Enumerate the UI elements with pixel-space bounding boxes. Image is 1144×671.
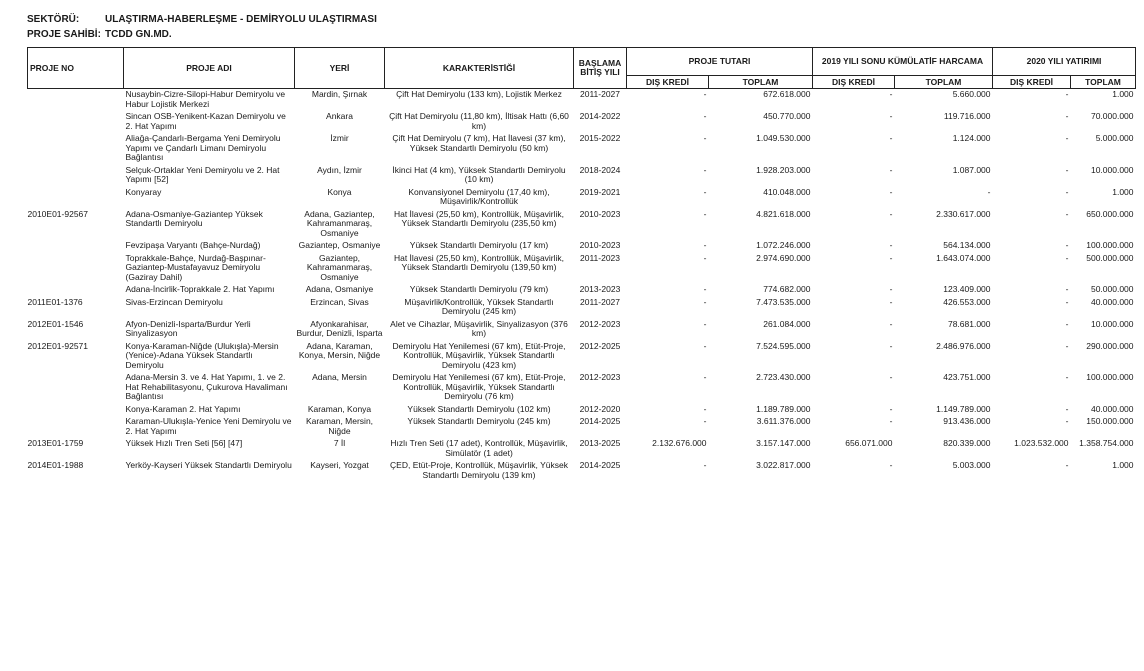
cell-project-name: Adana-Osmaniye-Gaziantep Yüksek Standartlı Demiryolu bbox=[125, 208, 263, 228]
sector-line bbox=[27, 14, 377, 25]
cell-inv-foreign: - bbox=[1065, 284, 1069, 294]
cell-location: Adana, Osmaniye bbox=[305, 284, 374, 294]
cell-pa-total: 7.473.535.000 bbox=[756, 296, 811, 307]
cell-years: 2012-2023 bbox=[579, 372, 621, 382]
cell-location: Kayseri, Yozgat bbox=[310, 460, 369, 470]
cell-pa-total: 3.611.376.000 bbox=[756, 416, 811, 426]
cell-years: 2014-2022 bbox=[579, 111, 621, 121]
cell-inv-total: 40.000.000 bbox=[1090, 296, 1134, 307]
table-row bbox=[28, 319, 1136, 341]
owner-value: TCDD GN.MD. bbox=[105, 29, 172, 40]
cell-years: 2015-2022 bbox=[579, 133, 621, 143]
cell-pa-foreign: - bbox=[703, 284, 707, 294]
cell-pa-foreign: - bbox=[703, 133, 707, 143]
cell-project-name: Konya-Karaman-Niğde (Ulukışla)-Mersin (Yenice)-Adana Yüksek Standartlı Demiryolu bbox=[125, 340, 279, 370]
col-cumulative: 2019 YILI SONU KÜMÜLATİF HARCAMA bbox=[813, 48, 993, 76]
cell-location: Adana, Mersin bbox=[312, 372, 367, 382]
cell-project-name: Sivas-Erzincan Demiryolu bbox=[125, 296, 223, 307]
cell-inv-foreign: - bbox=[1065, 208, 1069, 219]
cell-location: Aydın, İzmir bbox=[317, 164, 362, 175]
cell-location: Konya bbox=[327, 186, 352, 197]
cell-years: 2013-2023 bbox=[579, 284, 621, 294]
cell-project-name: Adana-Mersin 3. ve 4. Hat Yapımı, 1. ve 2. Hat Rehabilitasyonu, Çukurova Havalimanı Bağlantısı bbox=[125, 372, 288, 401]
cell-inv-foreign: - bbox=[1065, 111, 1069, 121]
cell-years: 2011-2027 bbox=[579, 296, 621, 307]
cell-cum-foreign: 656.071.000 bbox=[845, 438, 893, 448]
cell-inv-total: 50.000.000 bbox=[1090, 284, 1134, 294]
cell-inv-total: 150.000.000 bbox=[1086, 416, 1134, 426]
cell-pa-foreign: - bbox=[703, 296, 707, 307]
cell-cum-foreign: - bbox=[889, 240, 893, 250]
cell-cum-total: 820.339.000 bbox=[943, 438, 991, 448]
table-row bbox=[28, 253, 1136, 285]
cell-location: Afyonkarahisar, Burdur, Denizli, Isparta bbox=[296, 318, 383, 338]
table-row bbox=[28, 89, 1136, 112]
cell-pa-foreign: - bbox=[703, 240, 707, 250]
cell-project-no: 2011E01-1376 bbox=[27, 296, 83, 307]
cell-location: Ankara bbox=[326, 111, 353, 121]
cell-pa-total: 774.682.000 bbox=[763, 284, 811, 294]
cell-cum-foreign: - bbox=[889, 403, 893, 414]
cell-project-name: Adana-İncirlik-Toprakkale 2. Hat Yapımı bbox=[125, 284, 275, 294]
cell-cum-total: 426.553.000 bbox=[943, 296, 991, 307]
cell-location: Erzincan, Sivas bbox=[310, 296, 369, 307]
cell-years: 2012-2025 bbox=[579, 340, 621, 351]
cell-project-name: Aliağa-Çandarlı-Bergama Yeni Demiryolu Yapımı ve Çandarlı Limanı Demiryolu Bağlantısı bbox=[125, 133, 281, 162]
cell-location: Karaman, Mersin, Niğde bbox=[305, 416, 374, 436]
cell-project-no: 2014E01-1988 bbox=[27, 460, 84, 470]
table-row bbox=[28, 240, 1136, 253]
cell-location: Adana, Gaziantep, Kahramanmaraş, Osmaniye bbox=[304, 208, 375, 238]
cell-project-no: 2010E01-92567 bbox=[27, 208, 89, 219]
cell-pa-foreign: - bbox=[703, 403, 707, 414]
cell-characteristic: Demiryolu Hat Yenilemesi (67 km), Etüt-Proje, Kontrollük, Müşavirlik, Yüksek Standartlı Demiryolu (423 km) bbox=[392, 340, 566, 370]
cell-years: 2011-2023 bbox=[579, 252, 621, 263]
cell-cum-total: 1.149.789.000 bbox=[936, 403, 991, 414]
cell-inv-foreign: 1.023.532.000 bbox=[1014, 438, 1069, 448]
col-start-end: BAŞLAMA BİTİŞ YILI bbox=[574, 48, 627, 89]
cell-inv-total: 1.358.754.000 bbox=[1079, 438, 1134, 448]
cell-cum-total: 2.486.976.000 bbox=[936, 340, 991, 351]
cell-pa-foreign: - bbox=[703, 460, 707, 470]
cell-characteristic: İkinci Hat (4 km), Yüksek Standartlı Demiryolu (10 km) bbox=[392, 164, 566, 184]
cell-cum-foreign: - bbox=[889, 208, 893, 219]
cell-pa-foreign: - bbox=[703, 340, 707, 351]
cell-inv-total: 1.000 bbox=[1112, 186, 1134, 197]
cell-inv-total: 10.000.000 bbox=[1090, 318, 1134, 329]
table-row bbox=[28, 209, 1136, 241]
cell-project-name: Konyaray bbox=[125, 186, 162, 197]
project-table bbox=[27, 47, 1136, 482]
cell-cum-total: 564.134.000 bbox=[943, 240, 991, 250]
table-header bbox=[28, 48, 1136, 89]
cell-years: 2012-2023 bbox=[579, 318, 621, 329]
cell-project-no bbox=[28, 416, 124, 438]
cell-pa-total: 7.524.595.000 bbox=[756, 340, 811, 351]
col-location: YERİ bbox=[295, 48, 385, 89]
cell-inv-total: 650.000.000 bbox=[1086, 208, 1134, 219]
cell-characteristic: Hat İlavesi (25,50 km), Kontrollük, Müşavirlik, Yüksek Standartlı Demiryolu (139,50 km) bbox=[393, 252, 565, 272]
cell-project-name: Sincan OSB-Yenikent-Kazan Demiryolu ve 2. Hat Yapımı bbox=[125, 111, 286, 131]
col-project-name: PROJE ADI bbox=[124, 48, 295, 89]
cell-inv-total: 40.000.000 bbox=[1090, 403, 1134, 414]
sector-label: SEKTÖRÜ: bbox=[27, 14, 80, 25]
cell-project-name: Konya-Karaman 2. Hat Yapımı bbox=[125, 403, 241, 414]
cell-location: 7 İl bbox=[333, 438, 346, 448]
cell-inv-total: 500.000.000 bbox=[1086, 252, 1134, 263]
cell-location: Gaziantep, Kahramanmaraş, Osmaniye bbox=[306, 252, 373, 282]
col-characteristic: KARAKTERİSTİĞİ bbox=[385, 48, 574, 89]
cell-pa-foreign: 2.132.676.000 bbox=[652, 438, 707, 448]
cell-pa-foreign: - bbox=[703, 208, 707, 219]
cell-pa-total: 2.974.690.000 bbox=[756, 252, 811, 263]
cell-pa-total: 410.048.000 bbox=[763, 186, 811, 197]
cell-cum-foreign: - bbox=[889, 318, 893, 329]
cell-characteristic: Yüksek Standartlı Demiryolu (79 km) bbox=[409, 284, 549, 294]
table-row bbox=[28, 460, 1136, 482]
cell-inv-foreign: - bbox=[1065, 252, 1069, 263]
cell-cum-total: 423.751.000 bbox=[943, 372, 991, 382]
cell-inv-foreign: - bbox=[1065, 460, 1069, 470]
cell-pa-foreign: - bbox=[703, 416, 707, 426]
cell-project-no bbox=[28, 404, 124, 417]
cell-cum-total: 1.124.000 bbox=[952, 133, 991, 143]
cell-project-name: Selçuk-Ortaklar Yeni Demiryolu ve 2. Hat Yapımı [52] bbox=[125, 164, 280, 184]
cell-inv-foreign: - bbox=[1065, 89, 1069, 99]
col-investment: 2020 YILI YATIRIMI bbox=[993, 48, 1136, 76]
cell-years: 2018-2024 bbox=[579, 164, 621, 175]
cell-inv-foreign: - bbox=[1065, 318, 1069, 329]
cell-project-no bbox=[28, 253, 124, 285]
cell-pa-total: 4.821.618.000 bbox=[756, 208, 811, 219]
cell-pa-total: 1.072.246.000 bbox=[756, 240, 811, 250]
cell-cum-total: 5.660.000 bbox=[952, 89, 991, 99]
table-row bbox=[28, 416, 1136, 438]
cell-cum-foreign: - bbox=[889, 372, 893, 382]
cell-years: 2012-2020 bbox=[579, 403, 621, 414]
cell-inv-total: 100.000.000 bbox=[1086, 372, 1134, 382]
table-row bbox=[28, 165, 1136, 187]
cell-years: 2019-2021 bbox=[579, 186, 621, 197]
cell-pa-total: 2.723.430.000 bbox=[756, 372, 811, 382]
table-row bbox=[28, 284, 1136, 297]
cell-location: Karaman, Konya bbox=[307, 403, 372, 414]
cell-years: 2010-2023 bbox=[579, 208, 621, 219]
cell-cum-foreign: - bbox=[889, 89, 893, 99]
cell-inv-total: 1.000 bbox=[1112, 89, 1134, 99]
cell-cum-total: 119.716.000 bbox=[943, 111, 991, 121]
cell-characteristic: Çift Hat Demiryolu (133 km), Lojistik Merkez bbox=[396, 89, 562, 99]
cell-inv-total: 70.000.000 bbox=[1090, 111, 1134, 121]
cell-pa-foreign: - bbox=[703, 111, 707, 121]
cell-cum-foreign: - bbox=[889, 284, 893, 294]
cell-location: Mardin, Şırnak bbox=[311, 89, 368, 99]
cell-inv-total: 10.000.000 bbox=[1090, 164, 1134, 175]
cell-pa-foreign: - bbox=[703, 372, 707, 382]
cell-cum-foreign: - bbox=[889, 296, 893, 307]
owner-line bbox=[27, 29, 172, 40]
col-inv-foreign: DIŞ KREDİ bbox=[993, 76, 1071, 89]
cell-characteristic: Çift Hat Demiryolu (11,80 km), İltisak Hattı (6,60 km) bbox=[389, 111, 569, 131]
table-row bbox=[28, 187, 1136, 209]
cell-pa-total: 1.928.203.000 bbox=[756, 164, 811, 175]
owner-label: PROJE SAHİBİ: bbox=[27, 29, 101, 40]
col-project-amount: PROJE TUTARI bbox=[627, 48, 813, 76]
cell-characteristic: Yüksek Standartlı Demiryolu (245 km) bbox=[407, 416, 551, 426]
cell-years: 2011-2027 bbox=[579, 89, 621, 99]
cell-project-no: 2012E01-1546 bbox=[27, 318, 84, 329]
cell-location: Adana, Karaman, Konya, Mersin, Niğde bbox=[298, 340, 381, 360]
table-row bbox=[28, 341, 1136, 373]
cell-inv-total: 5.000.000 bbox=[1095, 133, 1134, 143]
cell-pa-total: 3.022.817.000 bbox=[756, 460, 811, 470]
table-row bbox=[28, 133, 1136, 165]
cell-cum-total: 913.436.000 bbox=[943, 416, 991, 426]
cell-inv-total: 290.000.000 bbox=[1086, 340, 1134, 351]
cell-characteristic: Alet ve Cihazlar, Müşavirlik, Sinyalizasyon (376 km) bbox=[390, 318, 568, 338]
cell-characteristic: Çift Hat Demiryolu (7 km), Hat İlavesi (37 km), Yüksek Standartlı Demiryolu (50 km) bbox=[392, 133, 566, 153]
cell-project-name: Afyon-Denizli-Isparta/Burdur Yerli Sinyalizasyon bbox=[125, 318, 251, 338]
cell-characteristic: Hat İlavesi (25,50 km), Kontrollük, Müşavirlik, Yüksek Standartlı Demiryolu (235,50 km) bbox=[393, 208, 565, 228]
table-row bbox=[28, 372, 1136, 404]
cell-years: 2014-2025 bbox=[579, 416, 621, 426]
cell-project-name: Nusaybin-Cizre-Silopi-Habur Demiryolu ve Habur Lojistik Merkezi bbox=[125, 89, 286, 109]
cell-project-no bbox=[28, 133, 124, 165]
col-cum-total: TOPLAM bbox=[895, 76, 993, 89]
cell-characteristic: Yüksek Standartlı Demiryolu (17 km) bbox=[409, 240, 549, 250]
cell-location: Gaziantep, Osmaniye bbox=[298, 240, 381, 250]
cell-cum-total: 2.330.617.000 bbox=[936, 208, 991, 219]
cell-characteristic: Müşavirlik/Kontrollük, Yüksek Standartlı Demiryolu (245 km) bbox=[404, 296, 554, 316]
cell-project-name: Fevzipaşa Varyantı (Bahçe-Nurdağ) bbox=[125, 240, 261, 250]
cell-characteristic: Yüksek Standartlı Demiryolu (102 km) bbox=[407, 403, 551, 414]
cell-inv-foreign: - bbox=[1065, 416, 1069, 426]
cell-project-name: Yerköy-Kayseri Yüksek Standartlı Demiryolu bbox=[125, 460, 292, 470]
cell-years: 2014-2025 bbox=[579, 460, 621, 470]
cell-inv-total: 100.000.000 bbox=[1086, 240, 1134, 250]
cell-project-name: Toprakkale-Bahçe, Nurdağ-Başpınar-Gaziantep-Mustafayavuz Demiryolu (Gaziray Dahil) bbox=[125, 252, 266, 282]
cell-characteristic: ÇED, Etüt-Proje, Kontrollük, Müşavirlik, Yüksek Standartlı Demiryolu (139 km) bbox=[390, 460, 568, 480]
cell-characteristic: Hızlı Tren Seti (17 adet), Kontrollük, Müşavirlik, Simülatör (1 adet) bbox=[390, 438, 568, 458]
cell-cum-foreign: - bbox=[889, 133, 893, 143]
cell-cum-total: - bbox=[987, 186, 991, 197]
cell-project-no bbox=[28, 187, 124, 209]
cell-cum-foreign: - bbox=[889, 252, 893, 263]
cell-cum-total: 123.409.000 bbox=[943, 284, 991, 294]
cell-pa-foreign: - bbox=[703, 318, 707, 329]
cell-pa-total: 1.189.789.000 bbox=[756, 403, 811, 414]
cell-inv-foreign: - bbox=[1065, 133, 1069, 143]
cell-pa-total: 261.084.000 bbox=[763, 318, 811, 329]
cell-pa-foreign: - bbox=[703, 186, 707, 197]
table-row bbox=[28, 297, 1136, 319]
cell-cum-total: 1.087.000 bbox=[952, 164, 991, 175]
cell-project-no bbox=[28, 89, 124, 112]
cell-cum-foreign: - bbox=[889, 164, 893, 175]
col-project-no: PROJE NO bbox=[28, 48, 124, 89]
cell-project-no bbox=[28, 284, 124, 297]
table-row bbox=[28, 404, 1136, 417]
cell-cum-foreign: - bbox=[889, 416, 893, 426]
cell-pa-total: 672.618.000 bbox=[763, 89, 811, 99]
cell-inv-total: 1.000 bbox=[1112, 460, 1134, 470]
cell-inv-foreign: - bbox=[1065, 372, 1069, 382]
cell-cum-foreign: - bbox=[889, 111, 893, 121]
col-inv-total: TOPLAM bbox=[1071, 76, 1136, 89]
cell-cum-total: 1.643.074.000 bbox=[936, 252, 991, 263]
cell-project-no bbox=[28, 111, 124, 133]
cell-cum-total: 5.003.000 bbox=[952, 460, 991, 470]
cell-cum-foreign: - bbox=[889, 460, 893, 470]
cell-years: 2013-2025 bbox=[579, 438, 621, 448]
cell-project-name: Yüksek Hızlı Tren Seti [56] [47] bbox=[125, 438, 243, 448]
cell-cum-foreign: - bbox=[889, 340, 893, 351]
cell-pa-total: 3.157.147.000 bbox=[756, 438, 811, 448]
cell-project-no bbox=[28, 165, 124, 187]
table-row bbox=[28, 438, 1136, 460]
cell-characteristic: Konvansiyonel Demiryolu (17,40 km), Müşavirlik/Kontrollük bbox=[408, 186, 550, 206]
cell-project-no: 2012E01-92571 bbox=[27, 340, 89, 351]
cell-project-no bbox=[28, 372, 124, 404]
cell-cum-total: 78.681.000 bbox=[947, 318, 991, 329]
cell-location: İzmir bbox=[330, 133, 349, 143]
cell-pa-total: 450.770.000 bbox=[763, 111, 811, 121]
cell-project-name: Karaman-Ulukışla-Yenice Yeni Demiryolu ve 2. Hat Yapımı bbox=[125, 416, 292, 436]
cell-inv-foreign: - bbox=[1065, 403, 1069, 414]
cell-cum-foreign: - bbox=[889, 186, 893, 197]
cell-project-no bbox=[28, 240, 124, 253]
cell-project-no: 2013E01-1759 bbox=[27, 438, 84, 448]
cell-years: 2010-2023 bbox=[579, 240, 621, 250]
cell-inv-foreign: - bbox=[1065, 340, 1069, 351]
cell-inv-foreign: - bbox=[1065, 240, 1069, 250]
cell-inv-foreign: - bbox=[1065, 186, 1069, 197]
cell-pa-foreign: - bbox=[703, 89, 707, 99]
cell-pa-foreign: - bbox=[703, 252, 707, 263]
table-body bbox=[28, 89, 1136, 483]
sector-value: ULAŞTIRMA-HABERLEŞME - DEMİRYOLU ULAŞTIRMASI bbox=[105, 14, 377, 25]
cell-pa-foreign: - bbox=[703, 164, 707, 175]
cell-inv-foreign: - bbox=[1065, 296, 1069, 307]
col-pa-foreign: DIŞ KREDİ bbox=[627, 76, 709, 89]
cell-characteristic: Demiryolu Hat Yenilemesi (67 km), Etüt-Proje, Kontrollük, Müşavirlik, Yüksek Standartlı Demiryolu (76 km) bbox=[392, 372, 566, 401]
cell-pa-total: 1.049.530.000 bbox=[756, 133, 811, 143]
col-pa-total: TOPLAM bbox=[709, 76, 813, 89]
table-row bbox=[28, 111, 1136, 133]
col-cum-foreign: DIŞ KREDİ bbox=[813, 76, 895, 89]
cell-inv-foreign: - bbox=[1065, 164, 1069, 175]
